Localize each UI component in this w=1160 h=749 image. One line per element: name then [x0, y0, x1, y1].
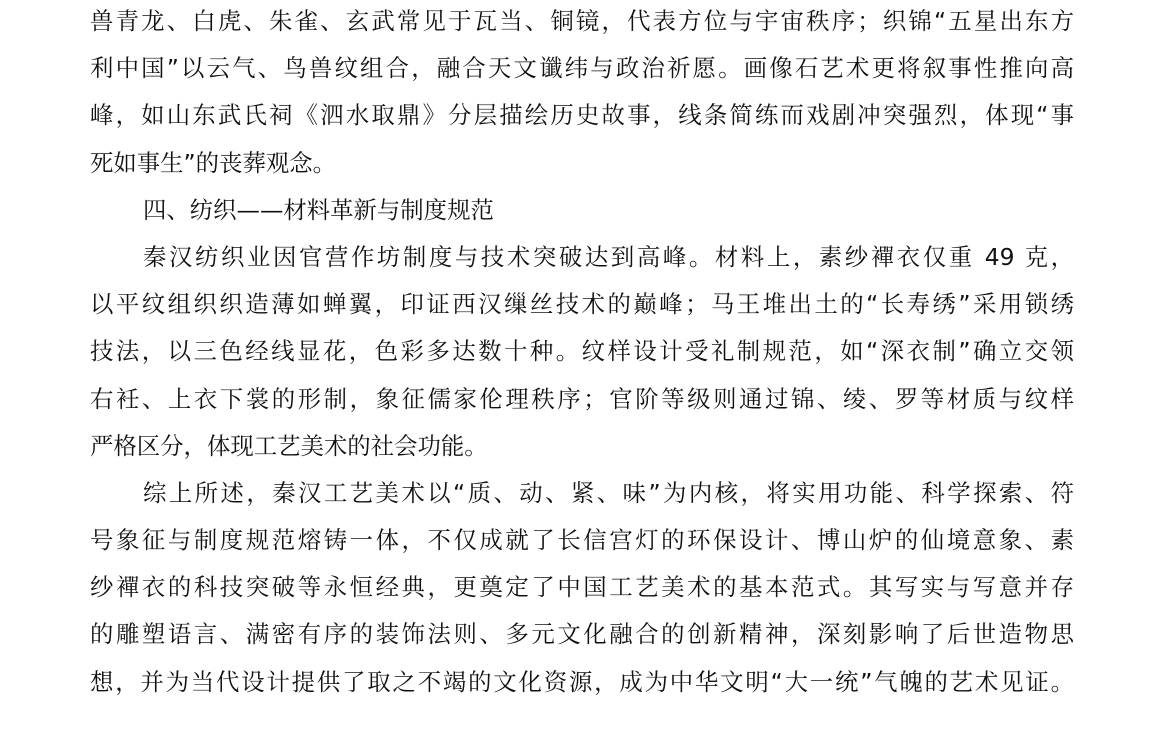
section-heading-textiles — [90, 187, 1074, 234]
paragraph-textiles — [90, 234, 1074, 470]
text-line: 死如事生”的丧葬观念。 — [90, 148, 337, 177]
text-line: 的雕塑语言、满密有序的装饰法则、多元文化融合的创新精神，深刻影响了后世造物思 — [90, 620, 1074, 649]
text-line: 秦汉纺织业因官营作坊制度与技术突破达到高峰。材料上，素纱襌衣仅重 49 克， — [143, 242, 1074, 271]
text-line: 号象征与制度规范熔铸一体，不仅成就了长信宫灯的环保设计、博山炉的仙境意象、素 — [90, 526, 1074, 555]
paragraph-han-patterns-continued — [90, 0, 1074, 187]
section-heading: 四、纺织——材料革新与制度规范 — [143, 195, 494, 224]
text-line: 右衽、上衣下裳的形制，象征儒家伦理秩序；官阶等级则通过锦、绫、罗等材质与纹样 — [90, 384, 1074, 413]
text-line: 技法，以三色经线显花，色彩多达数十种。纹样设计受礼制规范，如“深衣制”确立交领 — [90, 337, 1074, 366]
text-line: 利中国”以云气、鸟兽纹组合，融合天文谶纬与政治祈愿。画像石艺术更将叙事性推向高 — [90, 54, 1074, 83]
text-line: 综上所述，秦汉工艺美术以“质、动、紧、味”为内核，将实用功能、科学探索、符 — [143, 478, 1074, 507]
text-line: 想，并为当代设计提供了取之不竭的文化资源，成为中华文明“大一统”气魄的艺术见证。 — [90, 667, 1074, 696]
text-line: 严格区分，体现工艺美术的社会功能。 — [90, 431, 488, 460]
text-line: 峰，如山东武氏祠《泗水取鼎》分层描绘历史故事，线条简练而戏剧冲突强烈，体现“事 — [90, 101, 1074, 130]
document-page — [90, 0, 1074, 749]
text-line: 兽青龙、白虎、朱雀、玄武常见于瓦当、铜镜，代表方位与宇宙秩序；织锦“五星出东方 — [90, 7, 1074, 35]
text-line: 以平纹组织织造薄如蝉翼，印证西汉缫丝技术的巅峰；马王堆出土的“长寿绣”采用锁绣 — [90, 290, 1074, 319]
text-line: 纱襌衣的科技突破等永恒经典，更奠定了中国工艺美术的基本范式。其写实与写意并存 — [90, 573, 1074, 602]
paragraph-conclusion — [90, 470, 1074, 706]
